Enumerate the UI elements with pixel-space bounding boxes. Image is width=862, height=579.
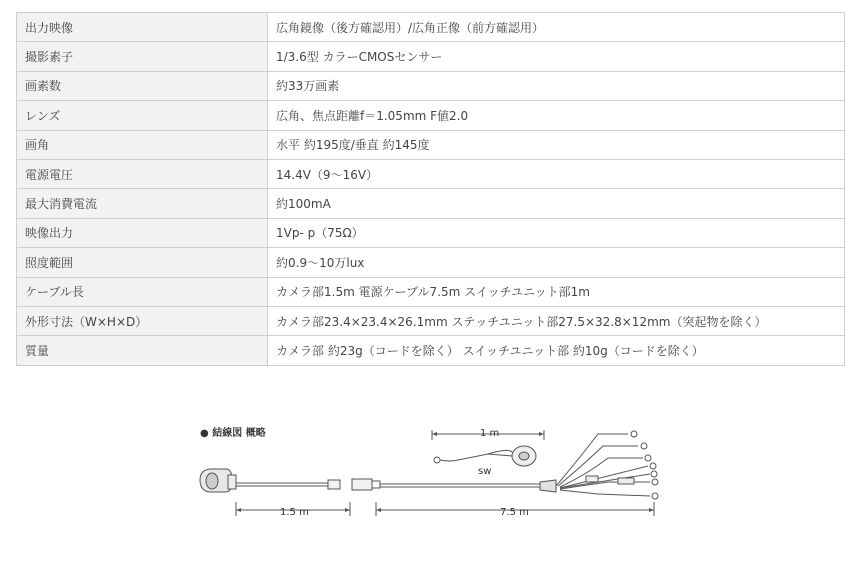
spec-value: 1/3.6型 カラーCMOSセンサー: [268, 42, 845, 71]
spec-label: 外形寸法（W×H×D）: [17, 306, 268, 335]
spec-value: カメラ部 約23g（コードを除く） スイッチユニット部 約10g（コードを除く）: [268, 336, 845, 365]
spec-row: [17, 130, 845, 159]
spec-value: 広角、焦点距離f＝1.05mm F値2.0: [268, 101, 845, 130]
spec-label: 質量: [17, 336, 268, 365]
label-7-5m: 7.5 m: [500, 507, 529, 518]
spec-value: 約0.9～10万lux: [268, 248, 845, 277]
wire-branch: [560, 474, 650, 488]
spec-label: 出力映像: [17, 13, 268, 42]
connector: [328, 480, 340, 489]
spec-value: 約100mA: [268, 189, 845, 218]
spec-value: カメラ部1.5m 電源ケーブル7.5m スイッチユニット部1m: [268, 277, 845, 306]
spec-row: [17, 189, 845, 218]
wire-branch: [560, 466, 648, 488]
spec-row: [17, 13, 845, 42]
spec-label: 映像出力: [17, 218, 268, 247]
camera-illustration: [200, 469, 236, 492]
spec-label: 電源電圧: [17, 159, 268, 188]
spec-label: 画素数: [17, 71, 268, 100]
spec-value: 1Vp- p（75Ω）: [268, 218, 845, 247]
spec-label: 撮影素子: [17, 42, 268, 71]
spec-row: [17, 248, 845, 277]
diagram-title: ● 結線図 概略: [200, 428, 266, 439]
spec-table: [16, 12, 845, 366]
spec-value: カメラ部23.4×23.4×26.1mm ステッチユニット部27.5×32.8×12mm（突起物を除く）: [268, 306, 845, 335]
label-1-5m: 1.5 m: [280, 507, 309, 518]
spec-row: [17, 71, 845, 100]
spec-row: [17, 277, 845, 306]
spec-row: [17, 42, 845, 71]
spec-row: [17, 336, 845, 365]
wire-branch: [560, 490, 650, 496]
spec-row: [17, 159, 845, 188]
spec-value: 広角鏡像（後方確認用）/広角正像（前方確認用）: [268, 13, 845, 42]
spec-row: [17, 101, 845, 130]
spec-label: レンズ: [17, 101, 268, 130]
switch-unit: [434, 446, 536, 466]
label-1m: 1 m: [480, 428, 500, 439]
wiring-diagram: [188, 420, 678, 530]
spec-value: 14.4V（9～16V）: [268, 159, 845, 188]
spec-label: 最大消費電流: [17, 189, 268, 218]
spec-value: 水平 約195度/垂直 約145度: [268, 130, 845, 159]
label-sw: sw: [478, 466, 492, 477]
spec-label: ケーブル長: [17, 277, 268, 306]
spec-label: 照度範囲: [17, 248, 268, 277]
spec-row: [17, 218, 845, 247]
spec-label: 画角: [17, 130, 268, 159]
spec-value: 約33万画素: [268, 71, 845, 100]
spec-row: [17, 306, 845, 335]
connector: [352, 479, 372, 490]
